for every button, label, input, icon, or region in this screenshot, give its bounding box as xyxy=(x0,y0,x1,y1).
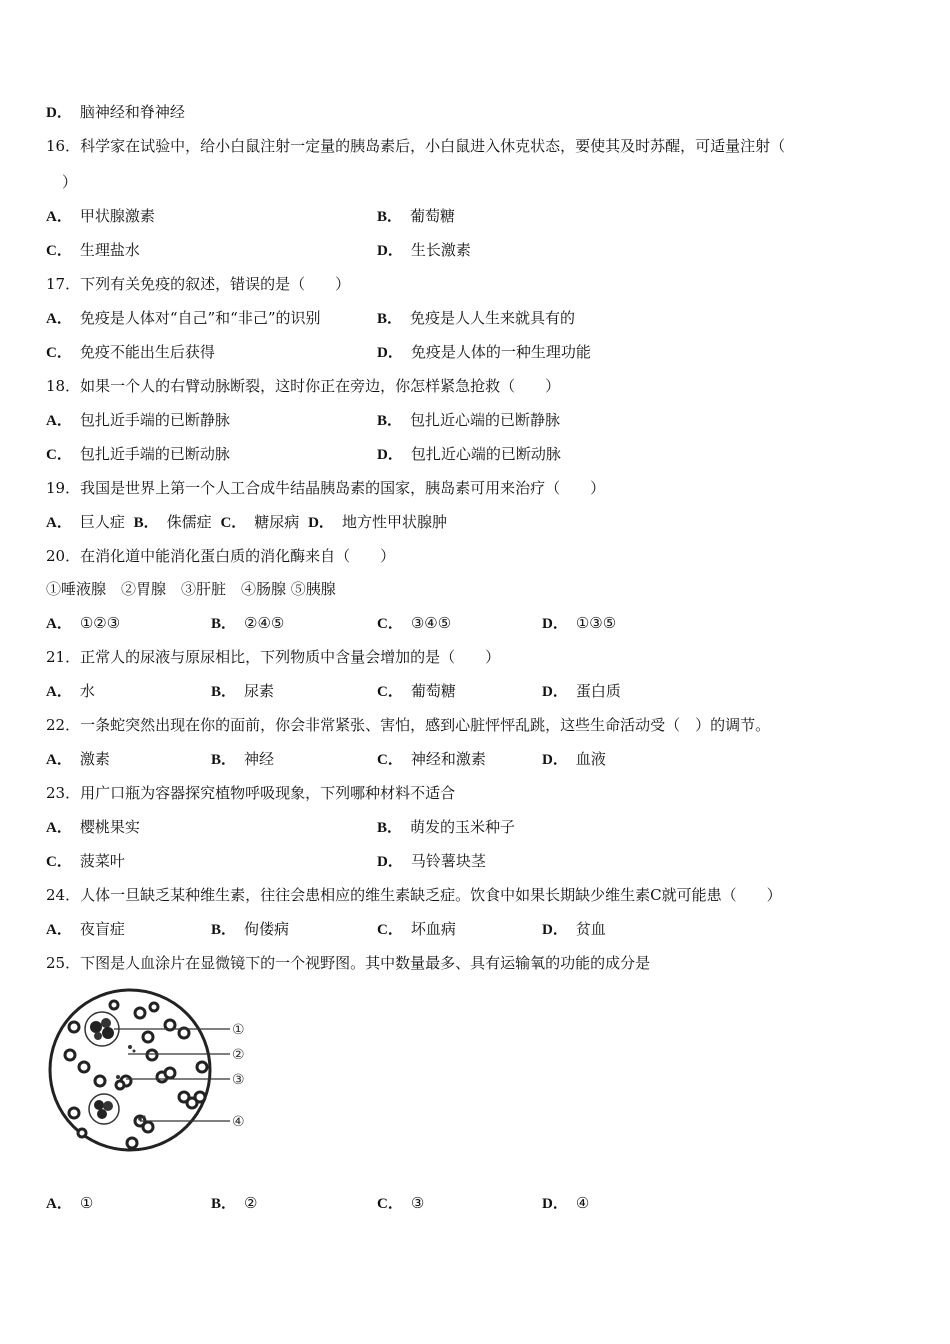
figure-label-2: ② xyxy=(232,1047,245,1063)
option-label: A． xyxy=(46,684,72,700)
option-label: D． xyxy=(308,515,334,531)
q17-option-c xyxy=(46,342,215,363)
q21-option-b xyxy=(211,681,274,702)
option-label: A． xyxy=(46,922,72,938)
option-label: C． xyxy=(377,684,403,700)
option-label: A． xyxy=(46,752,72,768)
q23-stem: 23．用广口瓶为容器探究植物呼吸现象，下列哪种材料不适合 xyxy=(46,784,456,802)
option-text: 蛋白质 xyxy=(575,682,621,700)
option-label: C． xyxy=(377,1196,403,1212)
option-text: ①③⑤ xyxy=(575,614,617,632)
q16-stem: 16．科学家在试验中，给小白鼠注射一定量的胰岛素后，小白鼠进入休克状态，要使其及时苏醒，可适量注射（ xyxy=(46,137,786,155)
q18-option-b xyxy=(377,410,560,431)
option-label: D． xyxy=(377,447,403,463)
q24-option-b xyxy=(211,919,289,940)
q20-stem: 20．在消化道中能消化蛋白质的消化酶来自（ ） xyxy=(46,547,396,565)
option-text: 萌发的玉米种子 xyxy=(410,818,516,836)
option-text: 包扎近心端的已断动脉 xyxy=(410,445,561,463)
option-text: 免疫是人人生来就具有的 xyxy=(410,309,576,327)
option-text: 神经和激素 xyxy=(410,750,486,768)
option-label: A． xyxy=(46,616,72,632)
option-text: ④ xyxy=(575,1194,590,1212)
figure-label-3: ③ xyxy=(232,1072,245,1088)
q20-items: ①唾液腺 ②胃腺 ③肝脏 ④肠腺 ⑤胰腺 xyxy=(46,580,336,598)
option-text: 坏血病 xyxy=(410,920,456,938)
q17-option-d xyxy=(377,342,591,363)
option-text: 糖尿病 xyxy=(254,513,300,531)
option-label: B． xyxy=(211,1196,237,1212)
q21-stem: 21．正常人的尿液与原尿相比，下列物质中含量会增加的是（ ） xyxy=(46,648,501,666)
option-label: C． xyxy=(46,243,72,259)
option-label: C． xyxy=(46,447,72,463)
q16-option-d xyxy=(377,240,471,261)
q24-option-c xyxy=(377,919,456,940)
q24-stem: 24．人体一旦缺乏某种维生素，往往会患相应的维生素缺乏症。饮食中如果长期缺少维生素C就可能患（ ） xyxy=(46,886,782,904)
q25-option-b xyxy=(211,1193,257,1214)
q19-options-row xyxy=(46,512,447,533)
option-text: 巨人症 xyxy=(79,513,125,531)
option-label: D． xyxy=(377,854,403,870)
option-text: ② xyxy=(244,1194,258,1212)
option-label: B． xyxy=(211,752,237,768)
option-text: ① xyxy=(79,1194,94,1212)
option-text: 免疫是人体对“自己”和“非己”的识别 xyxy=(79,309,321,327)
option-label: D． xyxy=(542,752,568,768)
blood-smear-figure xyxy=(44,985,264,1165)
option-label: B． xyxy=(377,413,403,429)
q23-option-c xyxy=(46,851,125,872)
option-label: A． xyxy=(46,311,72,327)
q15-option-d xyxy=(46,102,185,123)
option-label: A． xyxy=(46,413,72,429)
q21-option-c xyxy=(377,681,456,702)
option-text: 夜盲症 xyxy=(79,920,125,938)
option-label: B． xyxy=(133,515,159,531)
q17-stem: 17．下列有关免疫的叙述，错误的是（ ） xyxy=(46,275,351,293)
option-text: ②④⑤ xyxy=(244,614,285,632)
option-text: 血液 xyxy=(575,750,606,768)
white-blood-cell xyxy=(89,1094,119,1124)
q23-option-a xyxy=(46,817,140,838)
option-text: 免疫是人体的一种生理功能 xyxy=(410,343,591,361)
option-label: C． xyxy=(46,854,72,870)
option-label: A． xyxy=(46,1196,72,1212)
option-text: 包扎近手端的已断静脉 xyxy=(79,411,230,429)
option-label: A． xyxy=(46,515,72,531)
q16-stem-tail: ） xyxy=(62,173,78,191)
microscope-field-circle xyxy=(50,990,210,1150)
option-label: D． xyxy=(542,616,568,632)
option-text: 激素 xyxy=(79,750,110,768)
option-text: 菠菜叶 xyxy=(79,852,125,870)
option-text: 甲状腺激素 xyxy=(79,207,155,225)
option-label: C． xyxy=(220,515,247,531)
option-text: 贫血 xyxy=(575,920,606,938)
q22-option-c xyxy=(377,749,486,770)
q23-option-b xyxy=(377,817,515,838)
q18-option-a xyxy=(46,410,230,431)
white-blood-cell xyxy=(85,1012,119,1046)
q19-stem: 19．我国是世界上第一个人工合成牛结晶胰岛素的国家，胰岛素可用来治疗（ ） xyxy=(46,479,606,497)
q22-option-d xyxy=(542,749,606,770)
option-label: B． xyxy=(211,922,237,938)
option-text: 包扎近手端的已断动脉 xyxy=(79,445,230,463)
option-label: C． xyxy=(377,752,403,768)
q23-option-d xyxy=(377,851,486,872)
q16-option-b xyxy=(377,206,455,227)
figure-label-4: ④ xyxy=(232,1114,245,1130)
option-label: C． xyxy=(377,616,403,632)
q24-option-d xyxy=(542,919,606,940)
option-text: 马铃薯块茎 xyxy=(410,852,486,870)
option-label: D． xyxy=(377,345,403,361)
option-text: 樱桃果实 xyxy=(79,818,140,836)
q25-option-a xyxy=(46,1193,93,1214)
q22-stem: 22．一条蛇突然出现在你的面前，你会非常紧张、害怕，感到心脏怦怦乱跳，这些生命活动受（ ）的调节。 xyxy=(46,716,771,734)
q18-option-c xyxy=(46,444,230,465)
option-label: D． xyxy=(46,105,72,121)
q16-option-c xyxy=(46,240,140,261)
q17-option-b xyxy=(377,308,575,329)
q20-option-d xyxy=(542,613,616,634)
option-text: 免疫不能出生后获得 xyxy=(79,343,215,361)
option-label: B． xyxy=(211,616,237,632)
option-label: C． xyxy=(46,345,72,361)
option-label: D． xyxy=(542,1196,568,1212)
option-text: ③④⑤ xyxy=(410,614,452,632)
option-label: B． xyxy=(377,209,403,225)
q17-option-a xyxy=(46,308,321,329)
option-text: 佝偻病 xyxy=(244,920,290,938)
option-label: A． xyxy=(46,820,72,836)
q18-option-d xyxy=(377,444,561,465)
q22-option-b xyxy=(211,749,274,770)
option-label: B． xyxy=(211,684,237,700)
q21-option-d xyxy=(542,681,621,702)
figure-label-1: ① xyxy=(232,1022,245,1038)
option-text: 生理盐水 xyxy=(79,241,140,259)
option-label: D． xyxy=(542,922,568,938)
option-text: 地方性甲状腺肿 xyxy=(341,513,447,531)
option-text: 尿素 xyxy=(244,682,275,700)
option-text: 生长激素 xyxy=(410,241,471,259)
option-text: 脑神经和脊神经 xyxy=(79,103,185,121)
q20-option-c xyxy=(377,613,451,634)
q20-option-b xyxy=(211,613,284,634)
q25-option-d xyxy=(542,1193,589,1214)
q20-option-a xyxy=(46,613,120,634)
q18-stem: 18．如果一个人的右臂动脉断裂，这时你正在旁边，你怎样紧急抢救（ ） xyxy=(46,377,561,395)
option-text: ①②③ xyxy=(79,614,121,632)
q25-stem: 25．下图是人血涂片在显微镜下的一个视野图。其中数量最多、具有运输氧的功能的成分是 xyxy=(46,954,651,972)
option-label: A． xyxy=(46,209,72,225)
option-text: 包扎近心端的已断静脉 xyxy=(410,411,561,429)
option-label: C． xyxy=(377,922,403,938)
option-label: D． xyxy=(542,684,568,700)
q16-option-a xyxy=(46,206,155,227)
option-text: 神经 xyxy=(244,750,275,768)
q24-option-a xyxy=(46,919,125,940)
option-text: 葡萄糖 xyxy=(410,682,456,700)
q22-option-a xyxy=(46,749,110,770)
option-label: D． xyxy=(377,243,403,259)
option-label: B． xyxy=(377,820,403,836)
option-text: 葡萄糖 xyxy=(410,207,456,225)
q25-option-c xyxy=(377,1193,424,1214)
option-text: 水 xyxy=(79,682,95,700)
q21-option-a xyxy=(46,681,95,702)
option-text: 侏儒症 xyxy=(166,513,212,531)
option-label: B． xyxy=(377,311,403,327)
option-text: ③ xyxy=(410,1194,425,1212)
